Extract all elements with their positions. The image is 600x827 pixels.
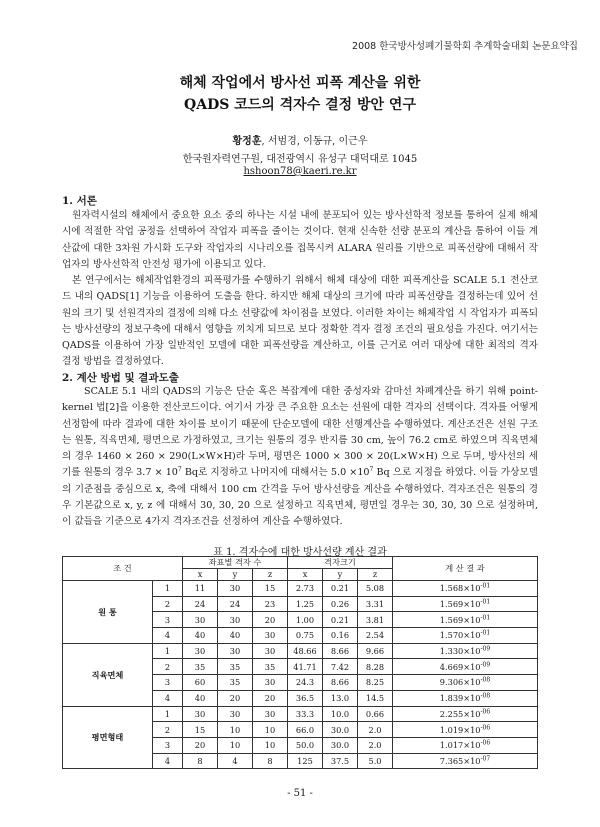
header-y: y: [323, 569, 358, 581]
cell-no: 3: [153, 737, 183, 753]
cell-gx: 11: [183, 581, 218, 597]
cell-gx: 20: [183, 737, 218, 753]
page-number: - 51 -: [287, 788, 313, 799]
cell-sy: 7.42: [323, 659, 358, 675]
condition-group-label: 직육면체: [63, 643, 153, 706]
cell-gz: 8: [253, 753, 288, 769]
cell-gz: 10: [253, 737, 288, 753]
cell-result: [393, 722, 538, 738]
cell-result: [393, 706, 538, 722]
cell-no: 4: [153, 628, 183, 644]
header-z: z: [358, 569, 393, 581]
results-table-body: [63, 581, 538, 769]
cell-gy: 4: [218, 753, 253, 769]
results-table: [62, 556, 538, 769]
co-authors: , 서범경, 이동규, 이근우: [261, 136, 368, 147]
header-result: 계 산 결 과: [393, 557, 538, 581]
cell-no: 1: [153, 581, 183, 597]
result-exponent: -01: [480, 582, 491, 590]
cell-sx: 1.25: [288, 596, 323, 612]
cell-no: 4: [153, 753, 183, 769]
cell-gx: 35: [183, 659, 218, 675]
cell-sy: 0.16: [323, 628, 358, 644]
header-z: z: [253, 569, 288, 581]
result-mantissa: 1.570×10: [439, 630, 481, 641]
method-paragraph: [62, 384, 538, 531]
result-mantissa: 1.019×10: [439, 724, 481, 735]
cell-no: 3: [153, 675, 183, 691]
cell-sx: 66.0: [288, 722, 323, 738]
result-mantissa: 1.569×10: [439, 614, 481, 625]
cell-sz: 2.0: [358, 722, 393, 738]
result-mantissa: 1.330×10: [439, 646, 481, 657]
header-x: x: [288, 569, 323, 581]
affiliation: 한국원자력연구원, 대전광역시 유성구 대덕대로 1045: [182, 154, 418, 165]
cell-sy: 8.66: [323, 643, 358, 659]
result-mantissa: 1.568×10: [439, 583, 481, 594]
intro-paragraph-2: [62, 273, 538, 371]
result-exponent: -09: [480, 645, 491, 653]
cell-sx: 41.71: [288, 659, 323, 675]
cell-gy: 24: [218, 596, 253, 612]
cell-sx: 0.75: [288, 628, 323, 644]
method-text-a: SCALE 5.1 내의 QADS의 기능은 단순 혹은 복잡계에 대한 중성자와 감마선 차폐계산을 하기 위해 point-kernel 법[2]을 이용한 전산코드이다. 여기서 가장 큰 주요한 요소는 선원에 대한 격자의 선택이다. 격자를 어떻게 선정함에 따라 결과에 대한 차이를 보이기 때문에 단순모델에 대한 선행계산을 수행하였다. 계산조건은 선원 구조는 원통, 직육면체, 평면으로 가정하였고, 크기는 원통의 경우 반지름 30 cm, 높이 76.2 cm로 하였으며 직육면체의 경우 1460 × 260 × 290(L×W×H)라 두며, 평면은 1000 × 300 × 20(L×W×H) 으로 두며, 방사선의 세기를 원통의 경우 3.7 × 10: [62, 386, 538, 479]
table-caption: 표 1. 격자수에 대한 방사선량 계산 결과: [213, 547, 387, 558]
result-mantissa: 9.306×10: [439, 677, 481, 688]
cell-sy: 30.0: [323, 737, 358, 753]
cell-sx: 36.5: [288, 690, 323, 706]
cell-sz: 3.81: [358, 612, 393, 628]
cell-gz: 30: [253, 706, 288, 722]
cell-gx: 30: [183, 706, 218, 722]
intro-paragraph-1-text: 원자력시설의 해체에서 중요한 요소 중의 하나는 시설 내에 분포되어 있는 방사선학적 정보를 통하여 실제 해체 시에 적절한 작업 공정을 선택하여 작업자 피폭을 줄이는 것이다. 현재 신속한 선량 분포의 계산을 통하여 이들 계산값에 대한 3차원 가시화 도구와 작업자의 시나리오를 접목시켜 ALARA 원리를 기반으로 피폭선량에 대해서 작업자의 방사선학적 안전성 평가에 이용되고 있다.: [62, 210, 538, 270]
cell-gz: 30: [253, 643, 288, 659]
result-mantissa: 1.839×10: [439, 693, 481, 704]
cell-sz: 5.08: [358, 581, 393, 597]
cell-sy: 0.26: [323, 596, 358, 612]
cell-gz: 15: [253, 581, 288, 597]
cell-gy: 35: [218, 675, 253, 691]
cell-gy: 10: [218, 722, 253, 738]
cell-sz: 5.0: [358, 753, 393, 769]
cell-sy: 0.21: [323, 612, 358, 628]
method-text-c: Bq 으로 지정을 하였다. 이들 가상모델의 기준점을 중심으로 x, 축에 대해서 100 cm 간격을 두어 방사선량을 계산을 수행하였다. 격자조건은 원통의 경우 기본값으로 x, y, z 에 대해서 30, 30, 20 으로 설정하고 직육면체, 평면일 경우는 30, 30, 30 으로 설정하며, 이 값들을 기준으로 4가지 격자조건을 선정하여 계산을 수행하였다.: [62, 467, 538, 528]
result-exponent: -08: [480, 676, 491, 684]
cell-no: 2: [153, 596, 183, 612]
cell-gz: 35: [253, 659, 288, 675]
result-exponent: -06: [480, 739, 491, 747]
cell-gy: 10: [218, 737, 253, 753]
cell-gz: 10: [253, 722, 288, 738]
cell-gz: 20: [253, 690, 288, 706]
cell-sz: 14.5: [358, 690, 393, 706]
cell-gz: 20: [253, 612, 288, 628]
cell-sx: 125: [288, 753, 323, 769]
cell-gy: 20: [218, 690, 253, 706]
result-exponent: -01: [480, 613, 491, 621]
cell-gy: 35: [218, 659, 253, 675]
table-row: [63, 581, 538, 597]
section-heading-method: 2. 계산 방법 및 결과도출: [62, 372, 179, 384]
cell-no: 3: [153, 612, 183, 628]
cell-gz: 30: [253, 628, 288, 644]
cell-gz: 30: [253, 675, 288, 691]
method-text-b: Bq로 지정하고 나머지에 대해서는 5.0 ×10: [181, 467, 370, 479]
header-grid-size: 격자크기: [288, 557, 393, 569]
result-exponent: -01: [480, 598, 491, 606]
result-exponent: -07: [480, 755, 491, 763]
result-exponent: -06: [480, 708, 491, 716]
cell-gy: 30: [218, 706, 253, 722]
cell-gx: 40: [183, 628, 218, 644]
table-row: [63, 643, 538, 659]
cell-result: [393, 596, 538, 612]
paper-title-line1: 해체 작업에서 방사선 피폭 계산을 위한: [179, 75, 421, 91]
cell-gx: 60: [183, 675, 218, 691]
cell-no: 2: [153, 722, 183, 738]
cell-no: 1: [153, 643, 183, 659]
cell-sx: 1.00: [288, 612, 323, 628]
header-x: x: [183, 569, 218, 581]
result-mantissa: 1.017×10: [439, 740, 481, 751]
lead-author: 황정훈: [232, 136, 262, 147]
result-mantissa: 7.365×10: [439, 755, 481, 766]
result-mantissa: 2.255×10: [439, 708, 481, 719]
exponent-2: 7: [369, 466, 374, 474]
cell-result: [393, 737, 538, 753]
author-email: hshoon78@kaeri.re.kr: [243, 166, 357, 177]
result-exponent: -01: [480, 629, 491, 637]
cell-no: 2: [153, 659, 183, 675]
exponent-1: 7: [177, 466, 182, 474]
cell-result: [393, 612, 538, 628]
cell-sx: 50.0: [288, 737, 323, 753]
cell-gy: 30: [218, 581, 253, 597]
header-condition: 조 건: [63, 557, 183, 581]
result-mantissa: 1.569×10: [439, 599, 481, 610]
result-mantissa: 4.669×10: [439, 661, 481, 672]
cell-sz: 3.31: [358, 596, 393, 612]
cell-gx: 24: [183, 596, 218, 612]
cell-sx: 2.73: [288, 581, 323, 597]
result-exponent: -06: [480, 723, 491, 731]
condition-group-label: 원 통: [63, 581, 153, 644]
cell-sz: 9.66: [358, 643, 393, 659]
condition-group-label: 평면형태: [63, 706, 153, 769]
cell-sy: 8.66: [323, 675, 358, 691]
intro-paragraph-1: [62, 208, 538, 273]
cell-no: 4: [153, 690, 183, 706]
result-exponent: -08: [480, 692, 491, 700]
cell-sx: 33.3: [288, 706, 323, 722]
intro-paragraph-2-text: 본 연구에서는 해체작업환경의 피폭평가를 수행하기 위해서 해체 대상에 대한 피폭계산을 SCALE 5.1 전산코드 내의 QADS[1] 기능을 이용하여 도출을 한다. 하지만 해체 대상의 크기에 따라 피폭선량을 결정하는데 있어 선원의 크기 및 선원격자의 결정에 의해 다소 선량값에 차이점을 보였다. 이러한 차이는 해체작업 시 작업자가 피폭되는 방사선량의 정보구축에 대해서 영향을 끼치게 되므로 보다 정확한 격자 결정 조건의 필요성을 가진다. 여기서는 QADS를 이용하여 가장 일반적인 모델에 대한 피폭선량을 계산하고, 이를 근거로 여러 대상에 대한 최적의 격자 결정 방법을 결정하였다.: [62, 275, 538, 368]
header-y: y: [218, 569, 253, 581]
cell-gz: 23: [253, 596, 288, 612]
cell-sz: 2.54: [358, 628, 393, 644]
cell-sy: 13.0: [323, 690, 358, 706]
cell-result: [393, 675, 538, 691]
cell-result: [393, 628, 538, 644]
cell-gx: 8: [183, 753, 218, 769]
journal-header: 2008 한국방사성폐기물학회 추계학술대회 논문요약집: [352, 41, 578, 52]
cell-sx: 48.66: [288, 643, 323, 659]
cell-result: [393, 690, 538, 706]
cell-result: [393, 659, 538, 675]
cell-result: [393, 753, 538, 769]
header-grid-count: 좌표별 격자 수: [183, 557, 288, 569]
cell-gx: 30: [183, 612, 218, 628]
cell-gx: 40: [183, 690, 218, 706]
author-list: [0, 132, 600, 147]
cell-sy: 37.5: [323, 753, 358, 769]
paper-title-line2: QADS 코드의 격자수 결정 방안 연구: [184, 97, 416, 113]
cell-sx: 24.3: [288, 675, 323, 691]
cell-sz: 0.66: [358, 706, 393, 722]
cell-sy: 0.21: [323, 581, 358, 597]
cell-gx: 15: [183, 722, 218, 738]
section-heading-intro: 1. 서론: [62, 195, 97, 207]
cell-sz: 8.25: [358, 675, 393, 691]
result-exponent: -09: [480, 661, 491, 669]
cell-result: [393, 643, 538, 659]
cell-gy: 40: [218, 628, 253, 644]
cell-gy: 30: [218, 612, 253, 628]
cell-sy: 30.0: [323, 722, 358, 738]
cell-sy: 10.0: [323, 706, 358, 722]
cell-result: [393, 581, 538, 597]
cell-no: 1: [153, 706, 183, 722]
cell-sz: 8.28: [358, 659, 393, 675]
table-row: [63, 706, 538, 722]
cell-sz: 2.0: [358, 737, 393, 753]
cell-gx: 30: [183, 643, 218, 659]
cell-gy: 30: [218, 643, 253, 659]
